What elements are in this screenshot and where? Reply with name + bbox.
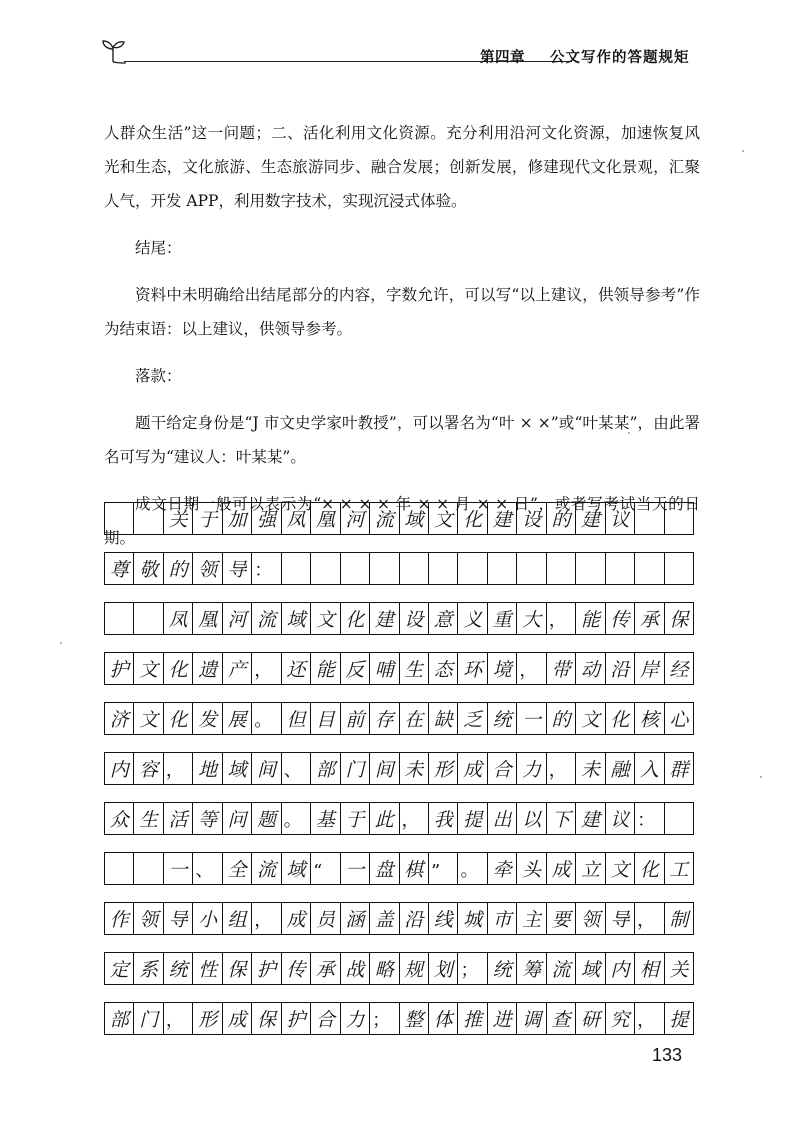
grid-cell: 保 [665,602,694,635]
grid-cell: 一 [517,702,546,735]
grid-cell: 河 [223,602,252,635]
grid-cell: 还 [282,652,311,685]
grid-cell [665,802,694,835]
grid-cell: 众 [105,802,134,835]
grid-cell: 门 [134,1002,163,1035]
grid-cell: 建 [488,502,517,535]
grid-cell: 。 [252,702,281,735]
grid-cell: 关 [665,952,694,985]
grid-cell: ， [252,652,281,685]
grid-cell: 意 [429,602,458,635]
grid-cell: 大 [517,602,546,635]
grid-cell: 但 [282,702,311,735]
grid-cell [665,502,694,535]
grid-row-cells [104,802,694,835]
grid-cell: 加 [223,502,252,535]
grid-cell: 动 [576,652,605,685]
section-label: 落款： [135,367,182,385]
grid-cell: 流 [370,502,399,535]
grid-cell: 组 [223,902,252,935]
grid-cell: 生 [134,802,163,835]
grid-cell: 间 [252,752,281,785]
grid-cell: 导 [223,552,252,585]
grid-cell [400,552,429,585]
grid-cell: 域 [223,752,252,785]
grid-cell: 文 [134,652,163,685]
grid-cell: 出 [488,802,517,835]
grid-cell: 化 [341,602,370,635]
grid-cell: 化 [606,702,635,735]
grid-cell: 查 [547,1002,576,1035]
grid-cell: 凤 [164,602,193,635]
running-header [98,34,698,70]
grid-cell [635,552,664,585]
grid-cell: 、 [193,852,222,885]
grid-row [104,852,694,902]
grid-cell: 尊 [105,552,134,585]
grid-cell: 小 [193,902,222,935]
grid-cell: 领 [576,902,605,935]
grid-row-cells [104,602,694,635]
grid-cell: 文 [606,852,635,885]
grid-cell: 究 [606,1002,635,1035]
grid-cell: 成 [458,752,487,785]
grid-row-cells [104,952,694,985]
grid-cell [134,852,163,885]
grid-cell: 形 [193,1002,222,1035]
grid-cell: 义 [458,602,487,635]
grid-cell: 规 [400,952,429,985]
grid-cell: 统 [488,952,517,985]
chapter-label: 第四章 [480,50,525,66]
grid-cell: 能 [576,602,605,635]
grid-cell: 目 [311,702,340,735]
grid-cell: 提 [458,802,487,835]
grid-cell: ， [164,1002,193,1035]
grid-cell [576,552,605,585]
chapter-title: 公文写作的答题规矩 [550,50,690,66]
grid-cell: 此 [370,802,399,835]
grid-cell [488,552,517,585]
grid-cell [134,502,163,535]
grid-cell: 的 [164,552,193,585]
grid-cell: ， [517,652,546,685]
grid-cell: 群 [665,752,694,785]
grid-cell: “ [311,852,340,885]
grid-cell: ， [400,802,429,835]
grid-cell: 盖 [370,902,399,935]
grid-cell: 带 [547,652,576,685]
grid-cell: ， [164,752,193,785]
grid-cell: 在 [400,702,429,735]
grid-row [104,1002,694,1052]
grid-cell: 间 [370,752,399,785]
grid-cell: 护 [105,652,134,685]
grid-cell: 前 [341,702,370,735]
grid-cell: 制 [665,902,694,935]
grid-cell: 未 [400,752,429,785]
grid-cell: 建 [576,502,605,535]
grid-cell: 设 [400,602,429,635]
grid-cell: 域 [282,852,311,885]
grid-cell: 关 [164,502,193,535]
grid-cell: 建 [576,802,605,835]
grid-cell: 。 [282,802,311,835]
grid-cell: 整 [400,1002,429,1035]
grid-cell [105,852,134,885]
paragraph: 题干给定身份是“J 市文史学家叶教授”，可以署名为“叶 × ×”或“叶某某”，由此署名可写为“建议人：叶某某”。 [104,414,700,466]
grid-cell: 文 [311,602,340,635]
grid-row [104,902,694,952]
grid-cell: 域 [576,952,605,985]
grid-cell [134,602,163,635]
grid-row [104,602,694,652]
grid-cell: 系 [134,952,163,985]
grid-cell: 流 [252,602,281,635]
grid-cell: 议 [606,802,635,835]
grid-cell: ； [370,1002,399,1035]
grid-cell: 统 [488,702,517,735]
grid-cell: 合 [488,752,517,785]
scan-speck [60,642,62,644]
grid-cell: 保 [252,1002,281,1035]
grid-cell: 相 [635,952,664,985]
grid-cell: 市 [488,902,517,935]
grid-cell: 容 [134,752,163,785]
grid-cell: 题 [252,802,281,835]
grid-cell: 哺 [370,652,399,685]
grid-cell: 门 [341,752,370,785]
grid-cell: 合 [311,1002,340,1035]
grid-cell: 盘 [370,852,399,885]
grid-cell: 强 [252,502,281,535]
grid-row [104,802,694,852]
scan-speck [742,150,744,152]
page-number: 133 [652,1045,683,1065]
grid-cell: 战 [341,952,370,985]
grid-cell: 重 [488,602,517,635]
grid-cell: 态 [429,652,458,685]
grid-cell [105,602,134,635]
grid-cell: 体 [429,1002,458,1035]
grid-cell: 未 [576,752,605,785]
grid-cell [370,552,399,585]
grid-cell: ， [635,902,664,935]
grid-cell: 凰 [311,502,340,535]
grid-cell: 等 [193,802,222,835]
grid-cell: 融 [606,752,635,785]
grid-cell: 内 [606,952,635,985]
grid-cell: 提 [665,1002,694,1035]
grid-row-cells [104,752,694,785]
grid-cell: ； [458,952,487,985]
grid-cell: 承 [635,602,664,635]
grid-cell: 河 [341,502,370,535]
grid-cell [517,552,546,585]
grid-cell: 护 [252,952,281,985]
grid-cell: 作 [105,902,134,935]
grid-cell: 活 [164,802,193,835]
grid-cell: 存 [370,702,399,735]
grid-cell [311,552,340,585]
grid-cell: 遗 [193,652,222,685]
grid-cell: 护 [282,1002,311,1035]
grid-cell: 生 [400,652,429,685]
grid-cell: 头 [517,852,546,885]
grid-cell: 工 [665,852,694,885]
grid-cell: 调 [517,1002,546,1035]
grid-cell: 推 [458,1002,487,1035]
paragraph: 资料中未明确给出结尾部分的内容，字数允许，可以写“以上建议，供领导参考”作为结束语：以上建议，供领导参考。 [104,286,700,338]
grid-cell: 核 [635,702,664,735]
grid-cell: 传 [282,952,311,985]
grid-cell: 问 [223,802,252,835]
grid-cell: 导 [606,902,635,935]
grid-cell: 入 [635,752,664,785]
grid-cell: 域 [282,602,311,635]
grid-cell: 敬 [134,552,163,585]
grid-cell: 环 [458,652,487,685]
grid-row-cells [104,652,694,685]
grid-cell: 境 [488,652,517,685]
grid-row-cells [104,1002,694,1035]
grid-cell: 建 [370,602,399,635]
grid-cell: 于 [341,802,370,835]
grid-cell: 沿 [606,652,635,685]
grid-cell: 基 [311,802,340,835]
grid-cell: 下 [547,802,576,835]
grid-cell: ： [252,552,281,585]
grid-cell: 地 [193,752,222,785]
grid-cell: 的 [547,702,576,735]
composition-grid [104,502,694,1052]
grid-cell: 传 [606,602,635,635]
grid-cell: 沿 [400,902,429,935]
grid-cell: 乏 [458,702,487,735]
grid-cell: 承 [311,952,340,985]
grid-cell: 域 [400,502,429,535]
grid-cell [458,552,487,585]
grid-cell: 能 [311,652,340,685]
grid-cell [282,552,311,585]
grid-cell: 成 [547,852,576,885]
grid-row [104,752,694,802]
scan-speck [760,776,762,778]
grid-cell: 内 [105,752,134,785]
grid-row-cells [104,902,694,935]
grid-cell: 研 [576,1002,605,1035]
grid-cell: 略 [370,952,399,985]
grid-cell: 发 [193,702,222,735]
grid-row [104,552,694,602]
grid-cell: 我 [429,802,458,835]
grid-cell [429,552,458,585]
grid-cell: 缺 [429,702,458,735]
grid-cell: 领 [134,902,163,935]
grid-cell: 导 [164,902,193,935]
grid-row [104,652,694,702]
grid-cell: 文 [576,702,605,735]
grid-cell: ， [635,1002,664,1035]
grid-cell: 筹 [517,952,546,985]
grid-cell: ， [252,902,281,935]
grid-cell: 经 [665,652,694,685]
grid-cell: 凤 [282,502,311,535]
grid-row-cells [104,702,694,735]
grid-cell: 、 [282,752,311,785]
grid-row-cells [104,502,694,535]
grid-cell: 展 [223,702,252,735]
grid-cell: 于 [193,502,222,535]
grid-cell: 线 [429,902,458,935]
grid-cell: 成 [223,1002,252,1035]
grid-cell [606,552,635,585]
grid-cell: 立 [576,852,605,885]
grid-cell: 以 [517,802,546,835]
grid-cell: 济 [105,702,134,735]
grid-cell: 的 [547,502,576,535]
grid-cell: 统 [164,952,193,985]
grid-cell: 部 [311,752,340,785]
grid-cell: 流 [547,952,576,985]
section-label: 结尾： [135,239,182,257]
grid-cell: 进 [488,1002,517,1035]
grid-cell: 划 [429,952,458,985]
grid-cell: 力 [517,752,546,785]
grid-cell [341,552,370,585]
grid-cell: 设 [517,502,546,535]
grid-cell: 化 [164,652,193,685]
grid-cell [547,552,576,585]
grid-cell: ” [429,852,458,885]
paragraph: 成文日期一般可以表示为“× × × × 年 × × 月 × × 日”，或者写考试当天的日期。 [104,495,700,547]
grid-row [104,702,694,752]
grid-cell: 化 [164,702,193,735]
grid-cell: 文 [429,502,458,535]
grid-cell: 流 [252,852,281,885]
grid-cell: 凰 [193,602,222,635]
grid-cell: 一 [164,852,193,885]
grid-cell: 化 [458,502,487,535]
grid-cell: 牵 [488,852,517,885]
grid-cell: 保 [223,952,252,985]
grid-cell [665,552,694,585]
scan-speck [628,432,630,434]
grid-cell: ， [547,602,576,635]
body-text [104,116,700,555]
paragraph: 人群众生活”这一问题；二、活化利用文化资源。充分利用沿河文化资源，加速恢复风光和生态，文化旅游、生态旅游同步、融合发展；创新发展，修建现代文化景观，汇聚人气，开发 APP，利用数字技术，实现沉浸式体验。 [104,124,700,210]
grid-cell: 力 [341,1002,370,1035]
grid-cell: 涵 [341,902,370,935]
grid-cell: ， [547,752,576,785]
grid-cell: 反 [341,652,370,685]
grid-cell: 产 [223,652,252,685]
grid-cell: 性 [193,952,222,985]
grid-cell: 领 [193,552,222,585]
grid-cell: 部 [105,1002,134,1035]
grid-cell: 成 [282,902,311,935]
grid-row-cells [104,852,694,885]
grid-cell: 一 [341,852,370,885]
grid-cell: 全 [223,852,252,885]
grid-cell: 化 [635,852,664,885]
grid-cell: 心 [665,702,694,735]
grid-cell: 棋 [400,852,429,885]
grid-cell [635,502,664,535]
grid-cell [105,502,134,535]
grid-row [104,502,694,552]
grid-cell: 形 [429,752,458,785]
grid-cell: 定 [105,952,134,985]
grid-cell: 议 [606,502,635,535]
grid-cell: 主 [517,902,546,935]
grid-row [104,952,694,1002]
grid-cell: 要 [547,902,576,935]
grid-cell: 城 [458,902,487,935]
grid-cell: 文 [134,702,163,735]
grid-row-cells [104,552,694,585]
grid-cell: ： [635,802,664,835]
grid-cell: 员 [311,902,340,935]
grid-cell: 。 [458,852,487,885]
grid-cell: 岸 [635,652,664,685]
